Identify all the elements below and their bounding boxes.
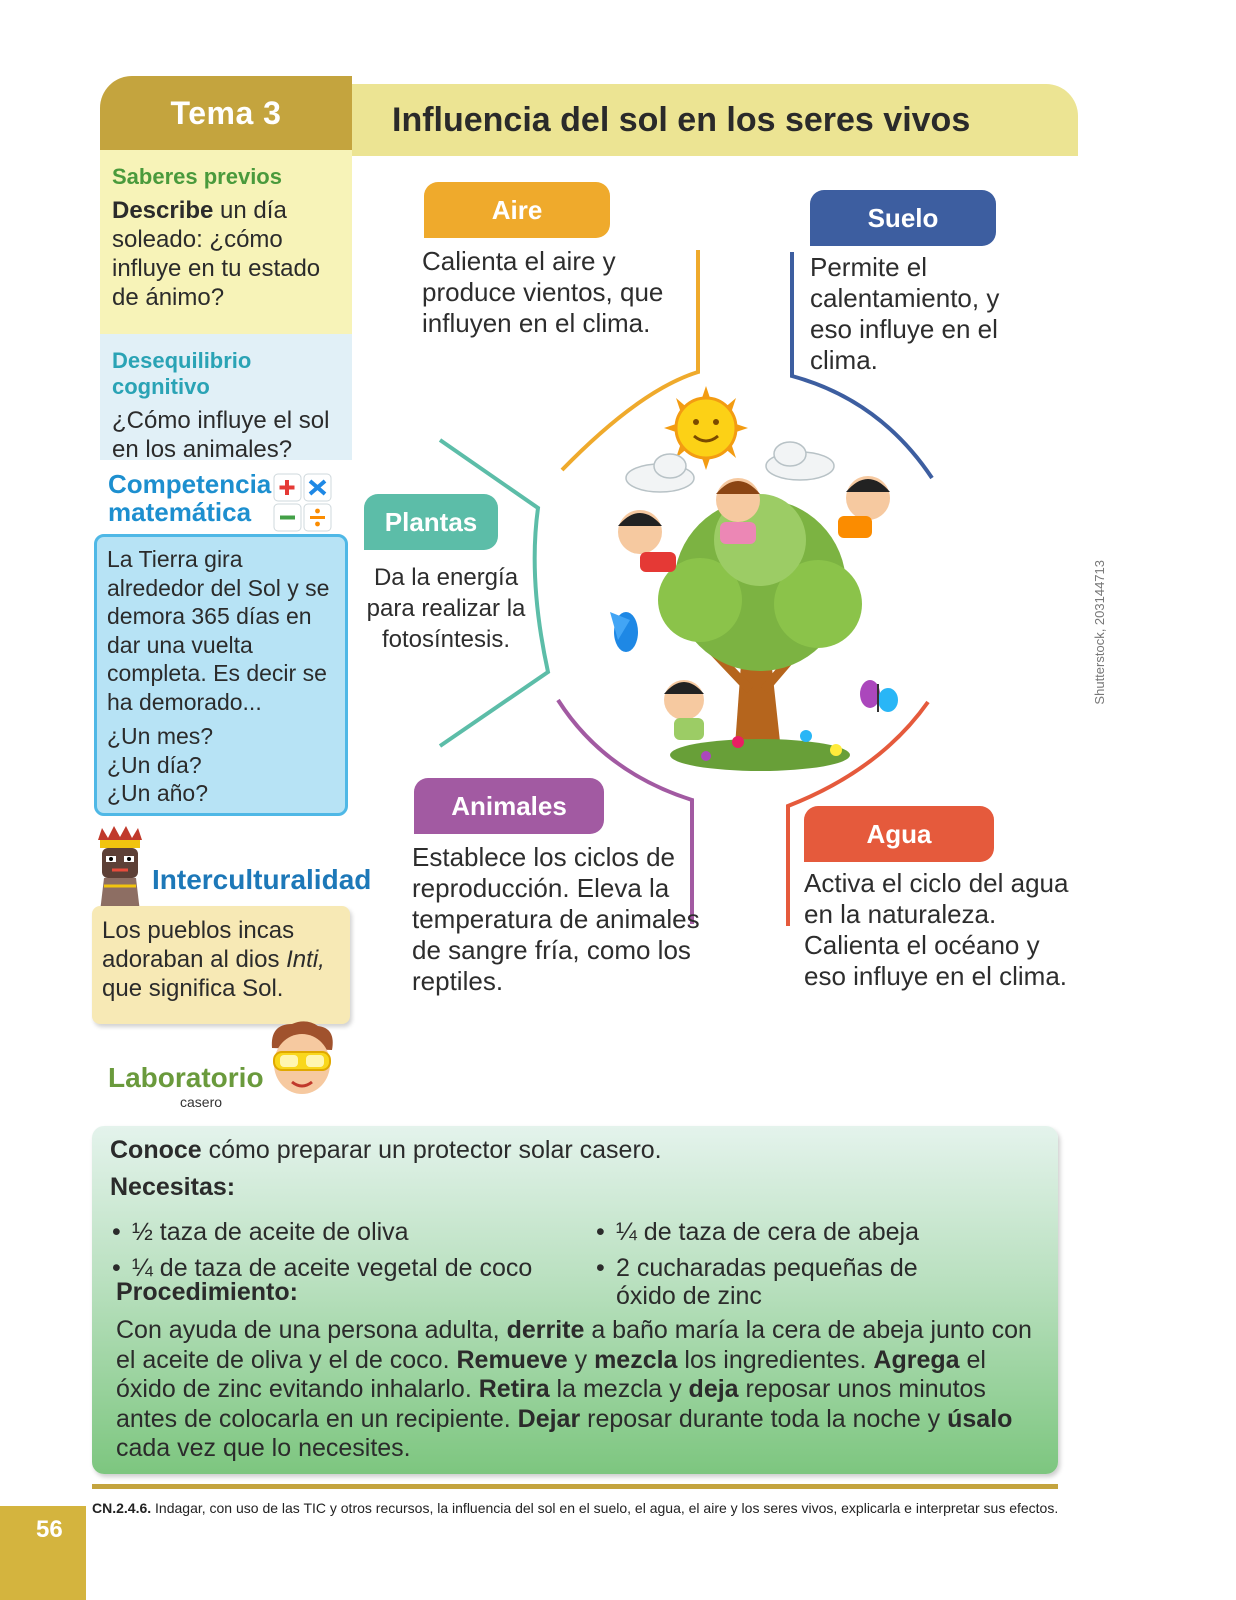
needs-title: Necesitas: bbox=[110, 1173, 236, 1201]
procedure-segment: el óxido de zinc evitando inhalarlo. bbox=[116, 1345, 986, 1403]
competencia-paragraph: La Tierra gira alrededor del Sol y se demora 365 días en dar una vuelta completa. Es decir se ha demorado... bbox=[107, 546, 330, 715]
procedure-verb: Dejar bbox=[517, 1404, 581, 1433]
saberes-heading: Saberes previos bbox=[112, 164, 282, 189]
curriculum-standard bbox=[92, 1500, 1092, 1516]
tag-suelo-label: Suelo bbox=[867, 202, 939, 233]
list-item: • 2 cucharadas pequeñas de óxido de zinc bbox=[594, 1254, 954, 1310]
procedure-text bbox=[116, 1316, 1032, 1464]
laboratorio-subtitle: casero bbox=[180, 1094, 223, 1110]
tag-animales bbox=[414, 778, 604, 834]
procedure-verb: mezcla bbox=[594, 1345, 678, 1374]
procedure-segment: reposar durante toda la noche y bbox=[580, 1404, 948, 1433]
procedure-verb: derrite bbox=[506, 1316, 585, 1344]
lab-intro-rest: cómo preparar un protector solar casero. bbox=[201, 1136, 662, 1164]
saberes-text-rest: un día soleado: ¿cómo influye en tu estado de ánimo? bbox=[112, 197, 321, 311]
agua-description: Activa el ciclo del agua en la naturaleza. Calienta el océano y eso influye en el clima. bbox=[804, 868, 1069, 991]
procedure-title: Procedimiento: bbox=[116, 1278, 298, 1306]
tag-aire-label: Aire bbox=[491, 194, 543, 225]
list-item: • ½ taza de aceite de oliva bbox=[110, 1218, 580, 1246]
interculturalidad-text-before: Los pueblos incas adoraban al dios bbox=[102, 917, 295, 973]
suelo-description: Permite el calentamiento, y eso influye en el clima. bbox=[810, 252, 1000, 375]
interculturalidad-text-italic: Inti, bbox=[286, 946, 325, 973]
procedure-segment: cada vez que lo necesites. bbox=[116, 1434, 411, 1462]
procedure-segment: reposar unos minutos antes de colocarla en un recipiente. bbox=[116, 1375, 986, 1433]
laboratorio-box bbox=[92, 1126, 1058, 1474]
procedure-verb: deja bbox=[688, 1375, 739, 1403]
procedure-segment: a baño maría la cera de abeja junto con el aceite de oliva y el de coco. bbox=[116, 1316, 1032, 1374]
butterfly-icon bbox=[860, 680, 898, 712]
procedure-verb: úsalo bbox=[947, 1404, 1013, 1433]
bird-icon bbox=[610, 612, 638, 652]
lab-intro bbox=[110, 1136, 1040, 1165]
procedure-segment: los ingredientes. bbox=[677, 1345, 874, 1374]
competencia-question-2: ¿Un día? bbox=[107, 751, 202, 778]
needs-list-right bbox=[594, 1210, 954, 1310]
procedure-verb: Retira bbox=[478, 1375, 550, 1403]
procedure-segment: la mezcla y bbox=[549, 1375, 689, 1403]
list-item: • ¼ de taza de cera de abeja bbox=[594, 1218, 954, 1246]
procedure-segment: Con ayuda de una persona adulta, bbox=[116, 1316, 507, 1344]
laboratorio-title: Laboratorio bbox=[108, 1062, 264, 1093]
tag-agua-label: Agua bbox=[866, 818, 932, 849]
tag-suelo bbox=[810, 190, 996, 246]
procedure-segment: y bbox=[567, 1345, 595, 1374]
curriculum-text: Indagar, con uso de las TIC y otros recursos, la influencia del sol en el suelo, el agua, el aire y los seres vivos, explicarla e interpretar sus efectos. bbox=[151, 1500, 1059, 1516]
desequilibrio-heading: Desequilibrio cognitivo bbox=[112, 348, 252, 399]
aire-description: Calienta el aire y produce vientos, que influyen en el clima. bbox=[422, 246, 664, 338]
footer-rule bbox=[92, 1484, 1058, 1489]
tag-plantas-label: Plantas bbox=[384, 506, 478, 537]
plantas-description: Da la energía para realizar la fotosíntesis. bbox=[366, 564, 526, 653]
curriculum-code: CN.2.4.6. bbox=[92, 1500, 152, 1516]
needs-list-left bbox=[110, 1210, 580, 1282]
competencia-title-line1: Competencia bbox=[108, 469, 272, 499]
competencia-question-3: ¿Un año? bbox=[107, 780, 209, 806]
image-credit: Shutterstock, 203144713 bbox=[1092, 560, 1107, 705]
saberes-text-bold: Describe bbox=[112, 197, 214, 224]
procedure-verb: Agrega bbox=[873, 1345, 960, 1374]
tag-plantas bbox=[364, 494, 498, 550]
tema-label: Tema 3 bbox=[170, 94, 282, 131]
competencia-title-line2: matemática bbox=[108, 497, 252, 527]
page-number: 56 bbox=[36, 1516, 63, 1543]
interculturalidad-text-after: que significa Sol. bbox=[102, 975, 284, 1002]
tag-aire bbox=[424, 182, 610, 238]
tag-agua bbox=[804, 806, 994, 862]
page-title: Influencia del sol en los seres vivos bbox=[392, 100, 971, 139]
animales-description: Establece los ciclos de reproducción. Eleva la temperatura de animales de sangre fría, como los reptiles. bbox=[412, 842, 700, 996]
competencia-question-1: ¿Un mes? bbox=[107, 723, 214, 749]
tag-animales-label: Animales bbox=[451, 790, 567, 821]
desequilibrio-text: ¿Cómo influye el sol en los animales? bbox=[112, 407, 330, 463]
lab-intro-bold: Conoce bbox=[110, 1136, 202, 1164]
list-item: • ¼ de taza de aceite vegetal de coco bbox=[110, 1254, 580, 1282]
procedure-verb: Remueve bbox=[456, 1345, 568, 1374]
interculturalidad-title: Interculturalidad bbox=[152, 864, 372, 895]
